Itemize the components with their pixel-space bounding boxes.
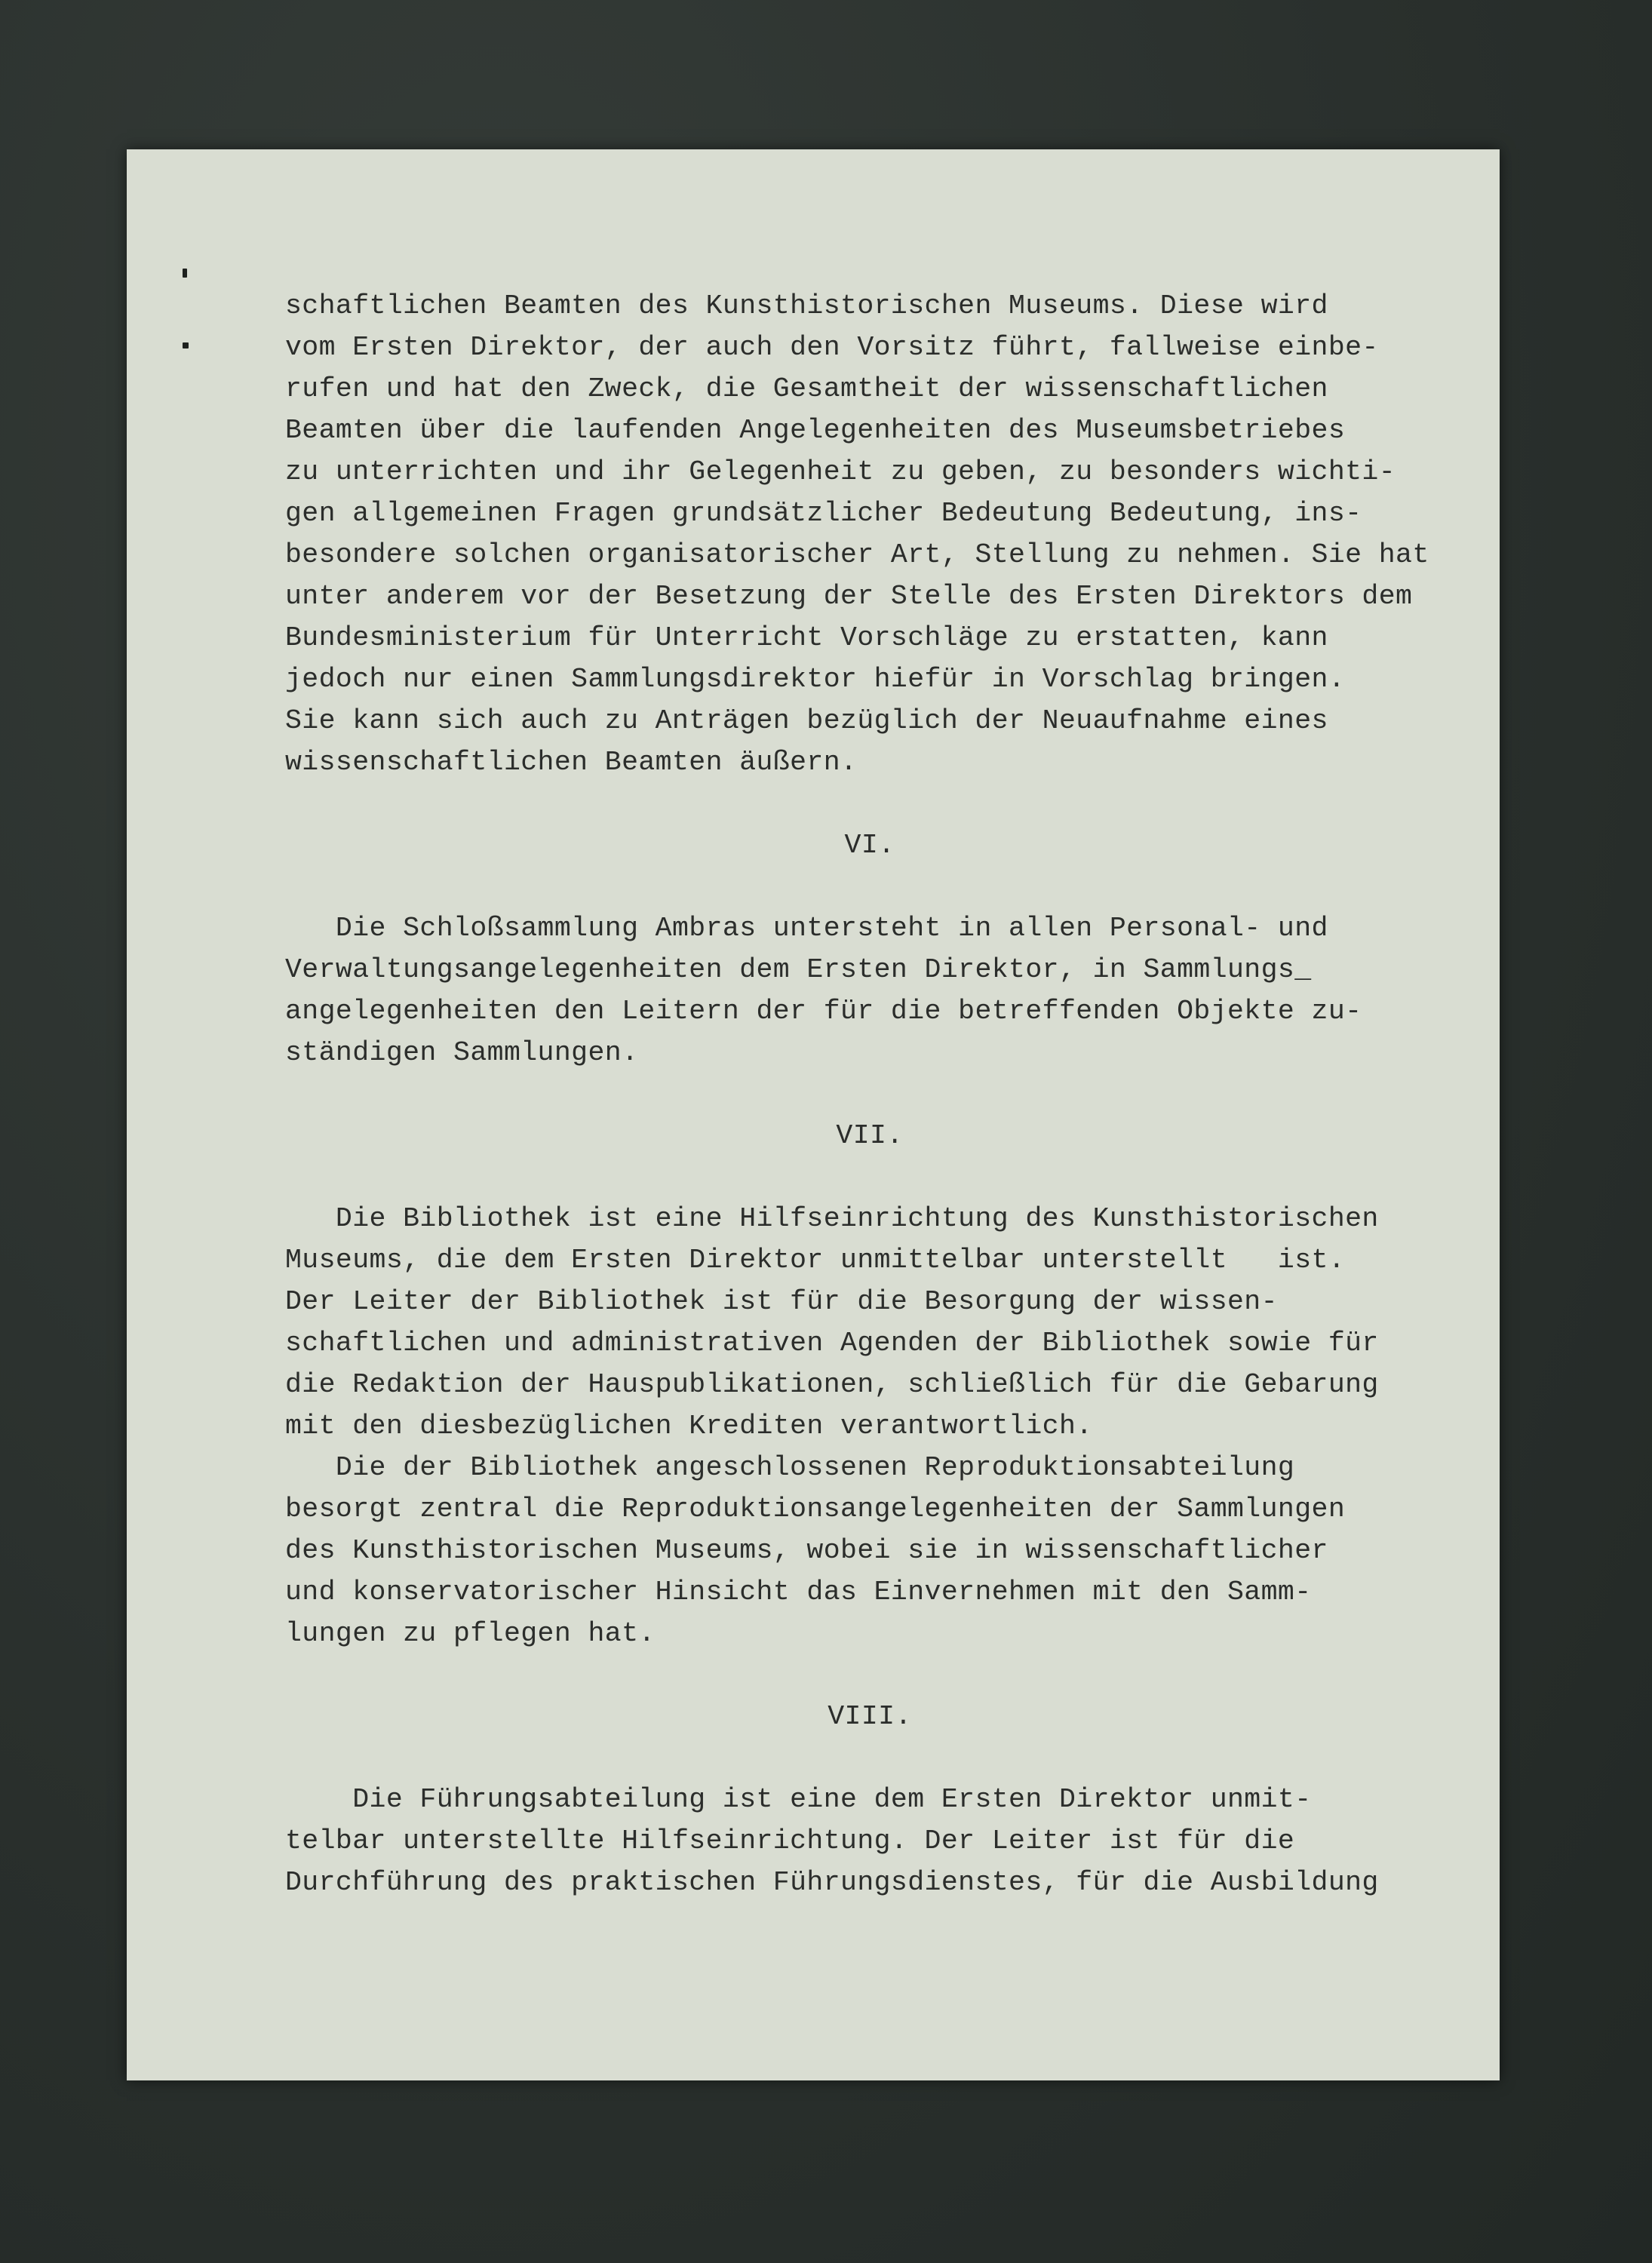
section-heading-viii: VIII. [828, 1701, 912, 1732]
text-line: die Redaktion der Hauspublikationen, schließlich für die Gebarung [285, 1369, 1379, 1400]
text-line: schaftlichen Beamten des Kunsthistorischen Museums. Diese wird [285, 290, 1328, 321]
text-line: zu unterrichten und ihr Gelegenheit zu geben, zu besonders wichti- [285, 456, 1396, 487]
text-line: Die Schloßsammlung Ambras untersteht in allen Personal- und [285, 913, 1328, 944]
text-line: unter anderem vor der Besetzung der Stelle des Ersten Direktors dem [285, 581, 1413, 612]
text-line: Die der Bibliothek angeschlossenen Reproduktionsabteilung [285, 1452, 1295, 1483]
text-line: Sie kann sich auch zu Anträgen bezüglich der Neuaufnahme eines [285, 705, 1328, 736]
text-line: Verwaltungsangelegenheiten dem Ersten Direktor, in Sammlungs_ [285, 954, 1312, 985]
text-line: Die Bibliothek ist eine Hilfseinrichtung des Kunsthistorischen [285, 1203, 1379, 1234]
spacer [285, 1156, 1454, 1198]
text-line: lungen zu pflegen hat. [285, 1618, 656, 1649]
text-line: Durchführung des praktischen Führungsdienstes, für die Ausbildung [285, 1867, 1379, 1898]
text-line: schaftlichen und administrativen Agenden der Bibliothek sowie für [285, 1328, 1379, 1359]
section-heading-vi: VI. [844, 830, 895, 861]
text-line: besondere solchen organisatorischer Art, Stellung zu nehmen. Sie hat [285, 539, 1429, 570]
text-line: Der Leiter der Bibliothek ist für die Besorgung der wissen- [285, 1286, 1278, 1317]
text-line: Bundesministerium für Unterricht Vorschläge zu erstatten, kann [285, 622, 1328, 653]
text-line: rufen und hat den Zweck, die Gesamtheit der wissenschaftlichen [285, 373, 1328, 404]
margin-mark [183, 342, 189, 349]
text-line: besorgt zentral die Reproduktionsangelegenheiten der Sammlungen [285, 1494, 1346, 1525]
spacer [285, 1073, 1454, 1115]
text-line: ständigen Sammlungen. [285, 1037, 639, 1068]
text-line: Museums, die dem Ersten Direktor unmittelbar unterstellt ist. [285, 1245, 1346, 1276]
typed-page [127, 149, 1500, 2080]
text-line: angelegenheiten den Leitern der für die betreffenden Objekte zu- [285, 996, 1362, 1027]
text-line: wissenschaftlichen Beamten äußern. [285, 747, 858, 778]
text-line: vom Ersten Direktor, der auch den Vorsitz führt, fallweise einbe- [285, 332, 1379, 363]
section-heading-vii: VII. [836, 1120, 904, 1151]
margin-mark [183, 269, 187, 278]
spacer [285, 866, 1454, 907]
text-line: jedoch nur einen Sammlungsdirektor hiefür in Vorschlag bringen. [285, 664, 1346, 695]
spacer [285, 1654, 1454, 1696]
text-line: Die Führungsabteilung ist eine dem Ersten Direktor unmit- [285, 1784, 1312, 1815]
text-line: telbar unterstellte Hilfseinrichtung. Der Leiter ist für die [285, 1825, 1295, 1856]
spacer [285, 783, 1454, 824]
text-line: des Kunsthistorischen Museums, wobei sie in wissenschaftlicher [285, 1535, 1328, 1566]
text-line: mit den diesbezüglichen Krediten verantwortlich. [285, 1411, 1093, 1442]
text-line: und konservatorischer Hinsicht das Einvernehmen mit den Samm- [285, 1577, 1312, 1607]
spacer [285, 1737, 1454, 1779]
text-line: Beamten über die laufenden Angelegenheiten des Museumsbetriebes [285, 415, 1346, 446]
text-line: gen allgemeinen Fragen grundsätzlicher Bedeutung Bedeutung, ins- [285, 498, 1362, 529]
page-text [285, 285, 1454, 1903]
